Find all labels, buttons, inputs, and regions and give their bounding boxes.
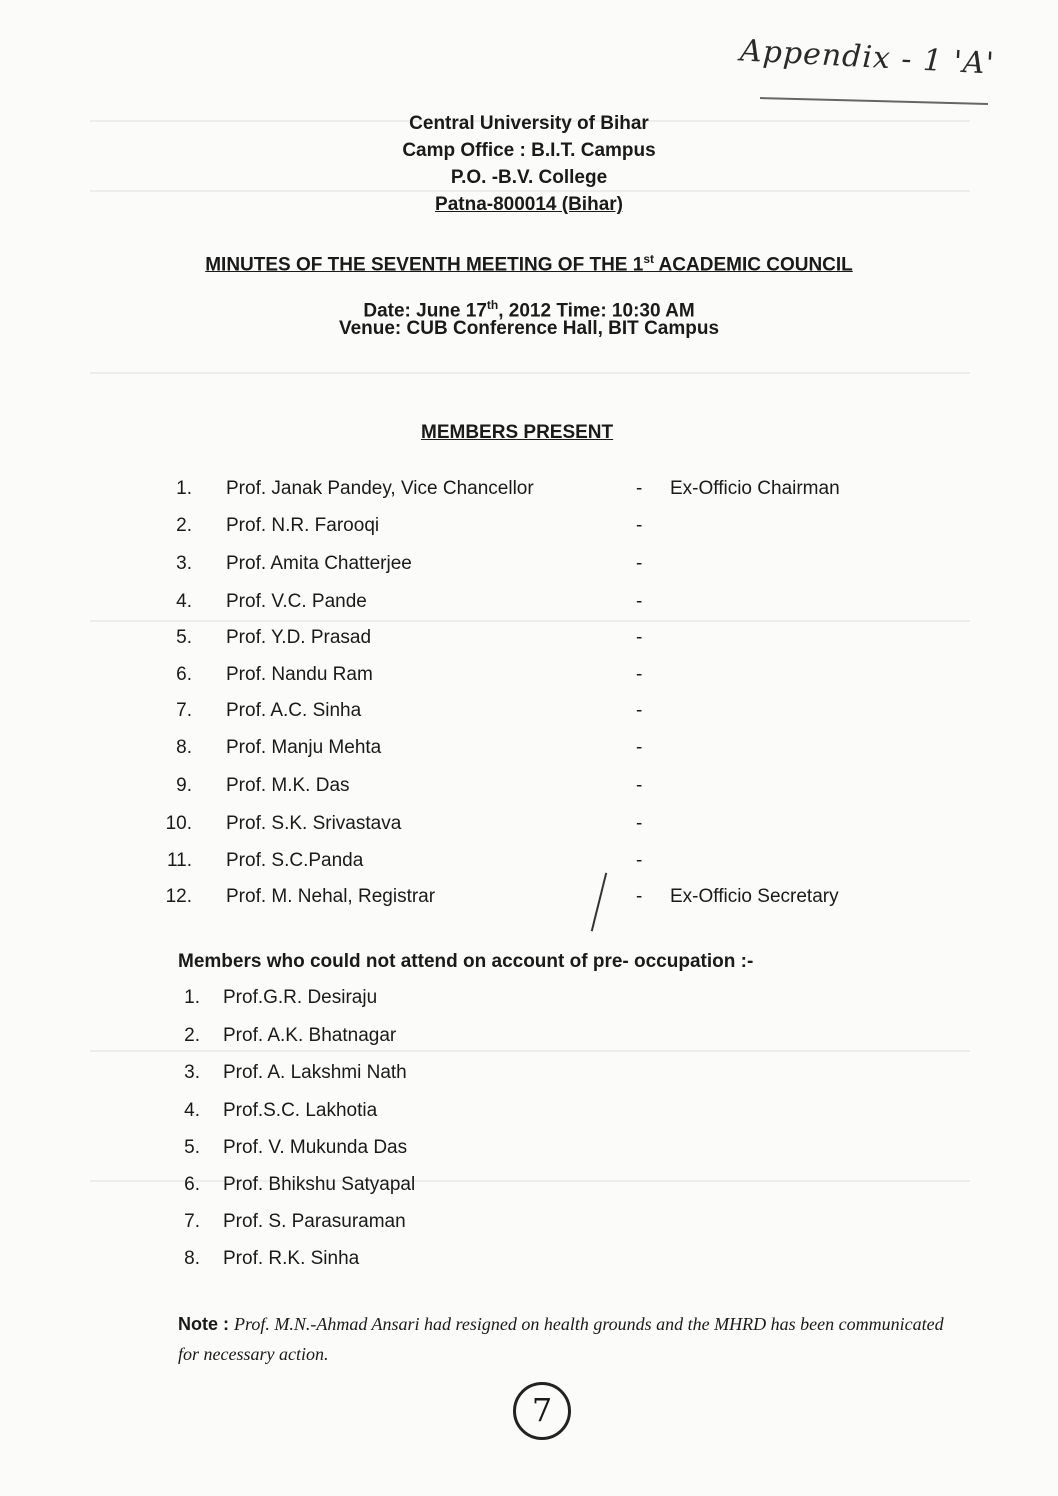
header-line-2: Camp Office : B.I.T. Campus xyxy=(402,140,656,161)
absent-member-name: Prof. A. Lakshmi Nath xyxy=(223,1062,407,1083)
absent-member-name: Prof. S. Parasuraman xyxy=(223,1211,406,1232)
member-number: 7. xyxy=(176,700,192,721)
absent-member-number: 1. xyxy=(184,987,200,1008)
absent-member-row xyxy=(160,1137,660,1163)
member-number: 1. xyxy=(176,478,192,499)
absent-member-name: Prof.G.R. Desiraju xyxy=(223,987,378,1008)
member-number: 11. xyxy=(166,850,192,871)
member-dash: - xyxy=(636,591,643,612)
member-name: Prof. N.R. Farooqi xyxy=(226,515,380,536)
absent-member-name: Prof. R.K. Sinha xyxy=(223,1248,360,1269)
members-present-heading: MEMBERS PRESENT xyxy=(421,422,614,443)
member-row xyxy=(152,591,912,617)
header-line-1: Central University of Bihar xyxy=(409,113,649,134)
absent-member-number: 8. xyxy=(184,1248,200,1269)
absent-member-number: 2. xyxy=(184,1025,200,1046)
member-dash: - xyxy=(636,664,643,685)
member-name: Prof. M.K. Das xyxy=(226,775,350,796)
absent-member-row xyxy=(160,1174,660,1200)
appendix-handwritten-mark: Appendix - 1 'A' xyxy=(739,33,996,82)
title-superscript: st xyxy=(643,252,654,266)
absent-member-row xyxy=(160,1100,660,1126)
member-row xyxy=(152,850,912,876)
absent-member-number: 6. xyxy=(184,1174,200,1195)
member-row xyxy=(152,515,912,541)
member-number: 8. xyxy=(176,737,192,758)
absent-member-row xyxy=(160,1062,660,1088)
member-number: 10. xyxy=(165,813,192,834)
member-dash: - xyxy=(636,813,643,834)
member-name: Prof. M. Nehal, Registrar xyxy=(226,886,436,907)
absent-member-number: 3. xyxy=(184,1062,200,1083)
meeting-venue: Venue: CUB Conference Hall, BIT Campus xyxy=(338,318,720,339)
appendix-underline xyxy=(760,97,988,105)
absent-members-heading: Members who could not attend on account of pre- occupation :- xyxy=(178,951,754,972)
note-label: Note : xyxy=(178,1314,229,1334)
absent-member-name: Prof. V. Mukunda Das xyxy=(223,1137,408,1158)
member-name: Prof. S.K. Srivastava xyxy=(226,813,402,834)
absent-member-row xyxy=(160,1211,660,1237)
member-number: 4. xyxy=(176,591,192,612)
member-dash: - xyxy=(636,737,643,758)
note-paragraph xyxy=(178,1309,968,1369)
title-text-after: ACADEMIC COUNCIL xyxy=(653,254,853,276)
member-row xyxy=(152,737,912,763)
member-name: Prof. Y.D. Prasad xyxy=(226,627,372,648)
member-row xyxy=(152,627,912,653)
member-dash: - xyxy=(636,515,643,536)
member-row xyxy=(152,775,912,801)
member-number: 3. xyxy=(176,553,192,574)
note-text: Prof. M.N.-Ahmad Ansari had resigned on health grounds and the MHRD has been communicated for necessary action. xyxy=(178,1314,944,1364)
member-name: Prof. Janak Pandey, Vice Chancellor xyxy=(226,478,534,499)
absent-member-name: Prof. Bhikshu Satyapal xyxy=(223,1174,416,1195)
date-superscript: th xyxy=(486,298,499,312)
absent-member-number: 5. xyxy=(184,1137,200,1158)
member-row xyxy=(152,813,912,839)
bleed-through-mark xyxy=(90,620,970,622)
member-dash: - xyxy=(636,850,643,871)
document-title xyxy=(0,252,1058,276)
absent-member-row xyxy=(160,1248,660,1274)
absent-member-row xyxy=(160,987,660,1013)
title-text-before: MINUTES OF THE SEVENTH MEETING OF THE 1 xyxy=(205,254,644,276)
member-dash: - xyxy=(636,478,643,499)
member-name: Prof. Manju Mehta xyxy=(226,737,382,758)
bleed-through-mark xyxy=(90,372,970,374)
member-name: Prof. A.C. Sinha xyxy=(226,700,362,721)
member-row xyxy=(152,886,912,912)
member-dash: - xyxy=(636,700,643,721)
member-row xyxy=(152,478,912,504)
member-number: 12. xyxy=(165,886,192,907)
header-line-3: P.O. -B.V. College xyxy=(450,167,608,188)
absent-member-row xyxy=(160,1025,660,1051)
institution-header xyxy=(0,110,1058,218)
member-number: 5. xyxy=(176,627,192,648)
member-name: Prof. Nandu Ram xyxy=(226,664,373,685)
member-name: Prof. Amita Chatterjee xyxy=(226,553,412,574)
member-name: Prof. V.C. Pande xyxy=(226,591,367,612)
absent-member-number: 7. xyxy=(184,1211,200,1232)
member-row xyxy=(152,664,912,690)
member-dash: - xyxy=(636,886,643,907)
member-dash: - xyxy=(636,627,643,648)
member-role: Ex-Officio Chairman xyxy=(670,478,840,499)
member-number: 9. xyxy=(176,775,192,796)
member-dash: - xyxy=(636,553,643,574)
page-number-circle: 7 xyxy=(513,1382,571,1440)
member-role: Ex-Officio Secretary xyxy=(670,886,839,907)
date-text-after: , 2012 Time: 10:30 AM xyxy=(498,300,695,322)
header-line-4: Patna-800014 (Bihar) xyxy=(435,194,623,215)
member-number: 6. xyxy=(176,664,192,685)
date-text-before: Date: June 17 xyxy=(363,300,487,322)
member-dash: - xyxy=(636,775,643,796)
absent-member-name: Prof. A.K. Bhatnagar xyxy=(223,1025,397,1046)
absent-member-name: Prof.S.C. Lakhotia xyxy=(223,1100,378,1121)
member-row xyxy=(152,700,912,726)
member-row xyxy=(152,553,912,579)
member-number: 2. xyxy=(176,515,192,536)
member-name: Prof. S.C.Panda xyxy=(226,850,364,871)
absent-member-number: 4. xyxy=(184,1100,200,1121)
